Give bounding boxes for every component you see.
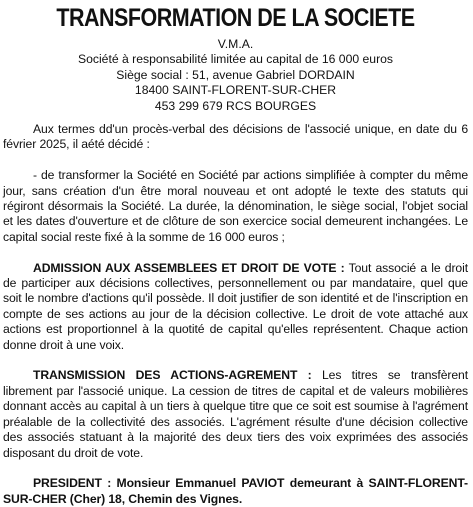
company-address-line1: Siège social : 51, avenue Gabriel DORDAIN (116, 67, 355, 82)
admission-paragraph (3, 261, 468, 353)
company-name: V.M.A. (217, 37, 254, 51)
transmission-paragraph (3, 368, 468, 460)
company-registration: 453 299 679 RCS BOURGES (154, 98, 317, 113)
company-form: Société à responsabilité limitée au capital de 16 000 euros (77, 52, 394, 67)
notice-title: TRANSFORMATION DE LA SOCIETE (56, 4, 415, 32)
company-address-line2: 18400 SAINT-FLORENT-SUR-CHER (134, 83, 337, 98)
company-header (3, 37, 468, 114)
admission-text: Tout associé a le droit de participer aux décisions collectives, personnellement ou par mandataire, quel que soit le nombre d'actions qu'il possède. Il doit justifier de son identité et de l'inscription en compte de ses actions au jour de la décision collective. Le droit de vote attaché aux actions est proportionnel à la quotité de capital qu'elles représentent. Chaque action donne droit à une voix. (3, 260, 468, 352)
transmission-text: Les titres se transfèrent librement par l'associé unique. La cession de titres de capital et de valeurs mobilières donnant accès au capital à un tiers à quelque titre que ce soit est soumise à l'agrément préalable de la collectivité des associés. L'agrément résulte d'une décision collective des associés statuant à la majorité des deux tiers des voix exprimées des associés disposant du droit de vote. (3, 368, 468, 460)
decision-paragraph: - de transformer la Société en Société par actions simplifiée à compter du même jour, sans création d'un être moral nouveau et ont adopté le texte des statuts qui régiront désormais la Société. La durée, la dénomination, le siège social, l'objet social et les dates d'ouverture et de clôture de son exercice social demeurent inchangées. Le capital social reste fixé à la somme de 16 000 euros ; (3, 168, 468, 244)
president-paragraph: PRESIDENT : Monsieur Emmanuel PAVIOT demeurant à SAINT-FLORENT-SUR-CHER (Cher) 18, Chemin des Vignes. (3, 476, 468, 506)
intro-paragraph: Aux termes dd'un procès-verbal des décisions de l'associé unique, en date du 6 février 2025, il aété décidé : (3, 122, 468, 152)
transmission-heading: TRANSMISSION DES ACTIONS-AGREMENT : (33, 368, 312, 383)
admission-heading: ADMISSION AUX ASSEMBLEES ET DROIT DE VOTE : (33, 260, 345, 275)
